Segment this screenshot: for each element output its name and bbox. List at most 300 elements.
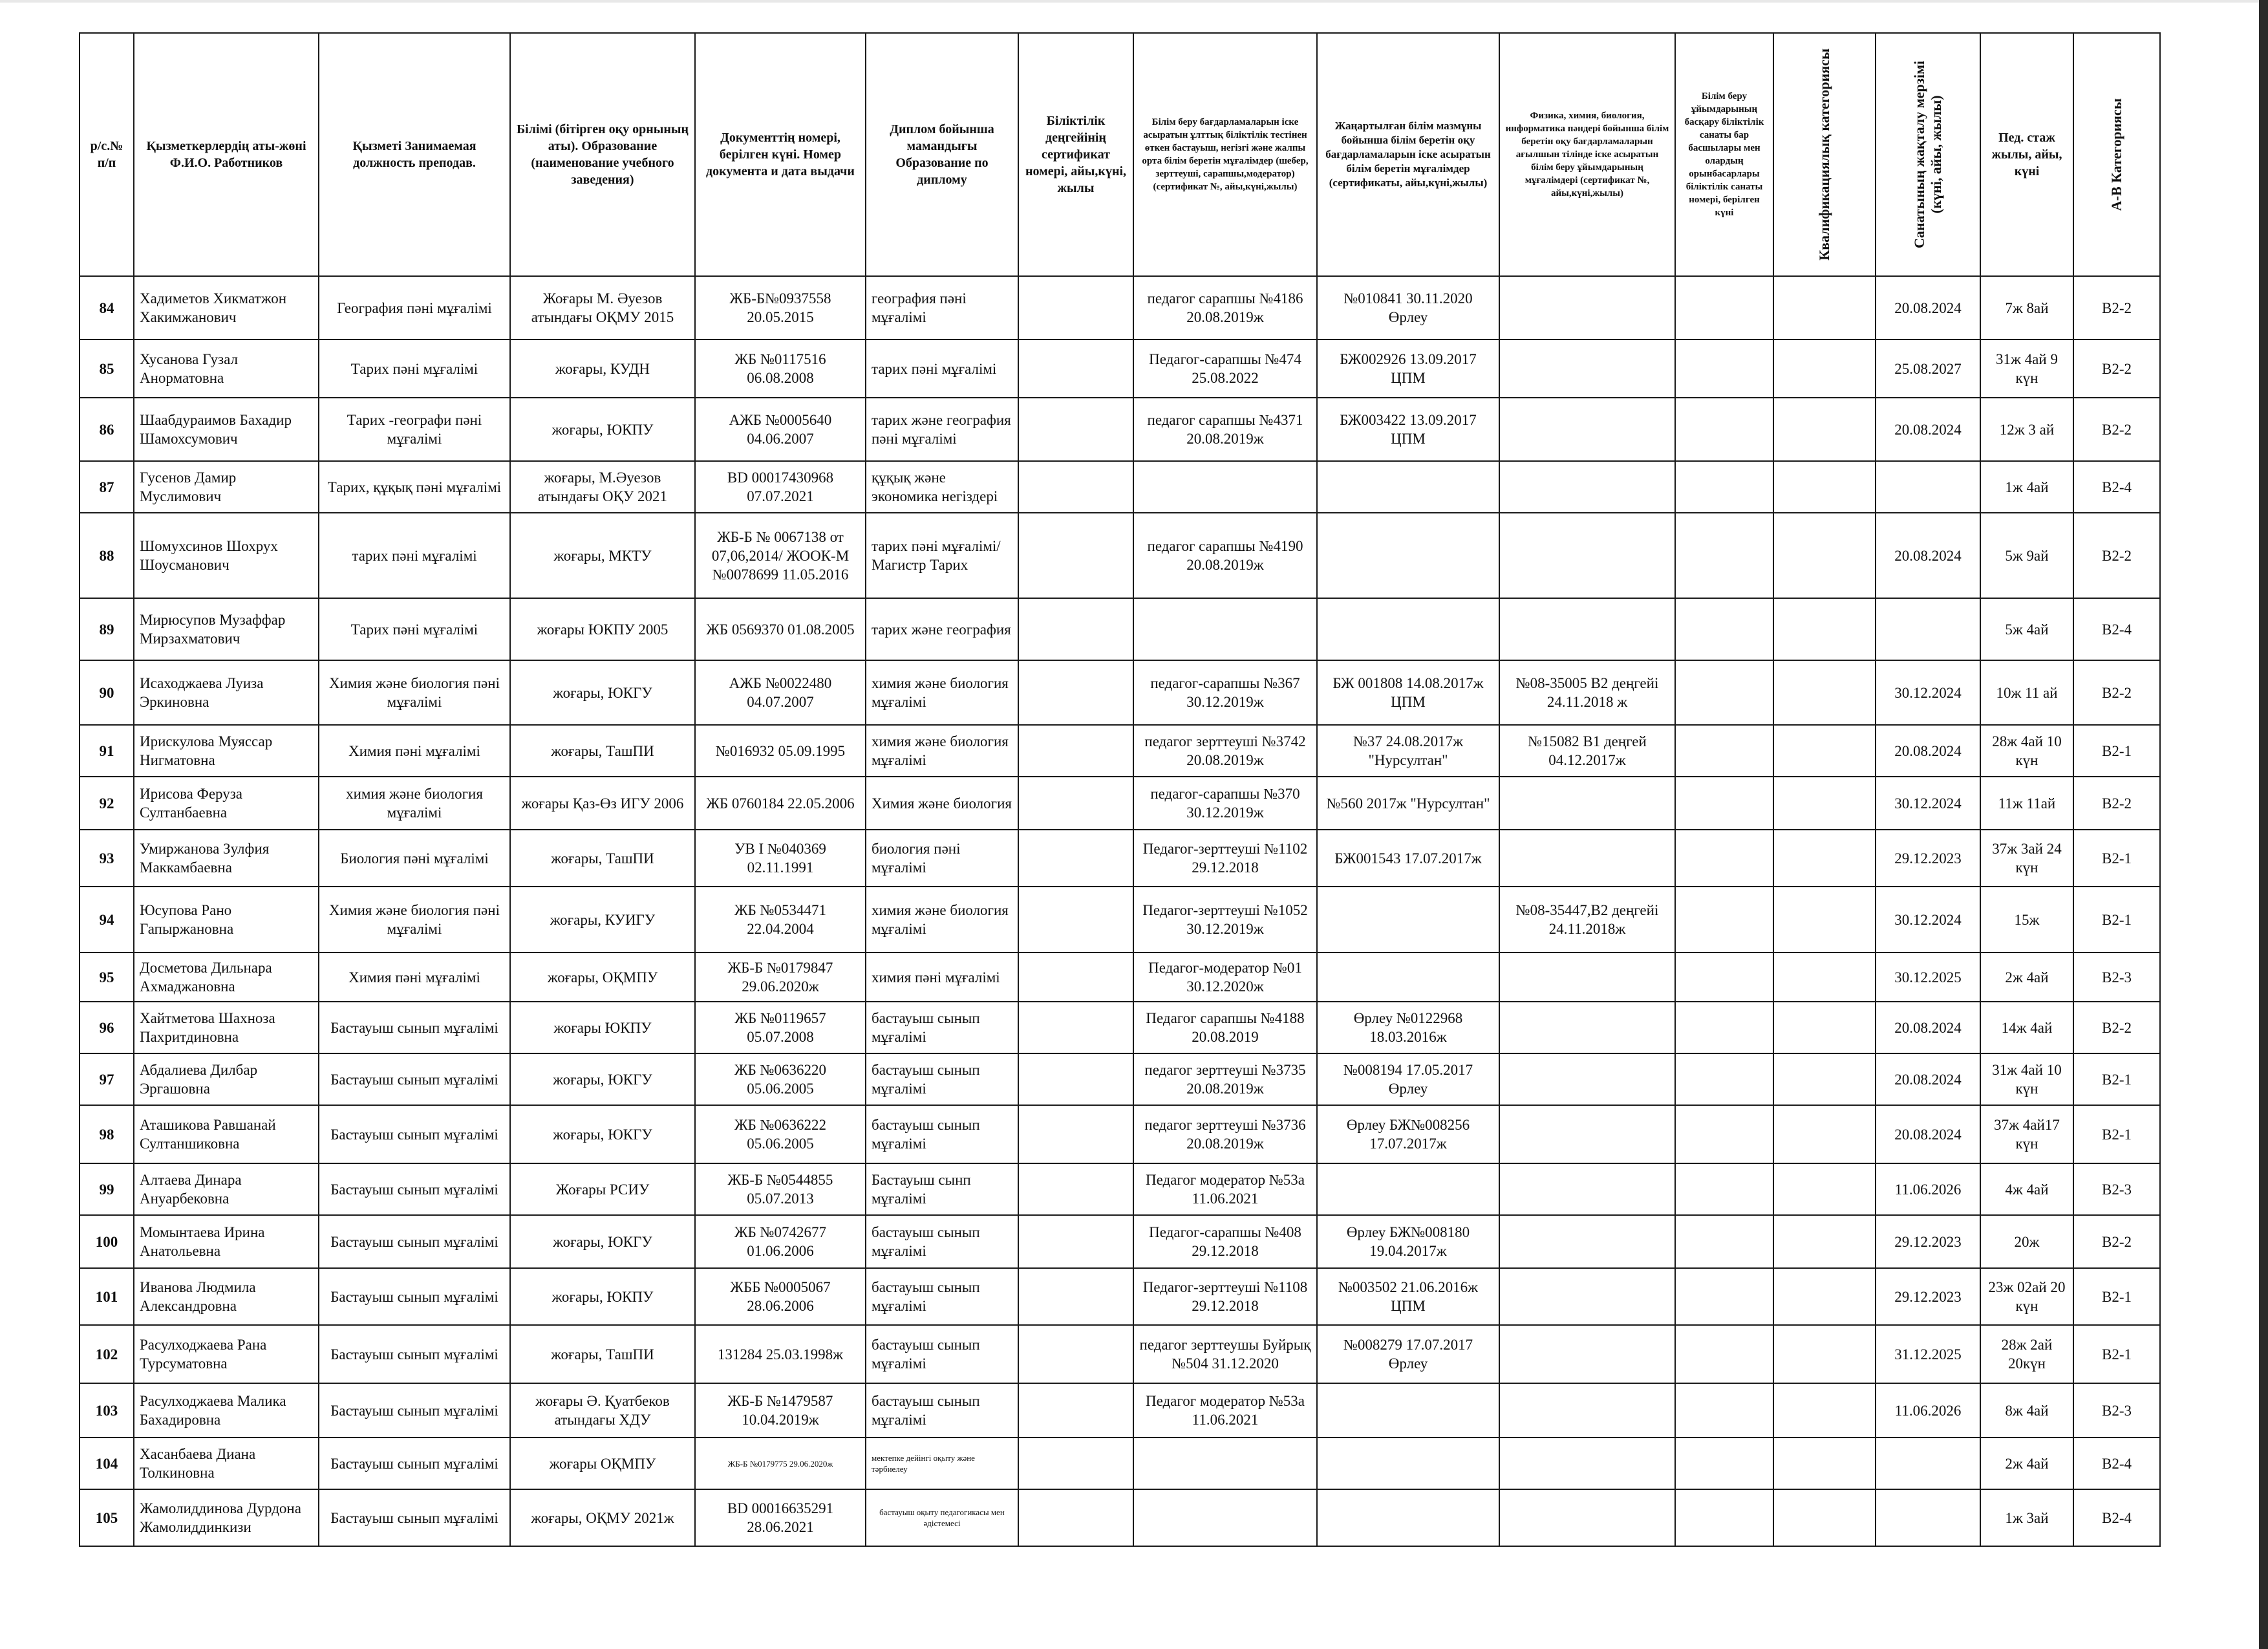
- cell-category: В2-1: [2073, 1268, 2160, 1325]
- cell-leader-category: [1675, 1325, 1773, 1383]
- cell-updated-content-cert: [1317, 1163, 1499, 1215]
- cell-category: В2-4: [2073, 461, 2160, 513]
- table-row: [80, 1325, 2160, 1383]
- cell-position: химия және биология мұғалімі: [319, 777, 510, 830]
- cell-position: Бастауыш сынып мұғалімі: [319, 1163, 510, 1215]
- cell-employee-name: Мирюсупов Музаффар Мирзахматович: [134, 598, 319, 660]
- cell-updated-content-cert: БЖ 001808 14.08.2017ж ЦПМ: [1317, 660, 1499, 725]
- cell-leader-category: [1675, 339, 1773, 398]
- cell-employee-name: Юсупова Рано Гапыржановна: [134, 887, 319, 953]
- cell-employee-name: Хасанбаева Диана Толкиновна: [134, 1438, 319, 1489]
- cell-position: Бастауыш сынып мұғалімі: [319, 1489, 510, 1546]
- table-row: [80, 339, 2160, 398]
- cell-ped-stage: 4ж 4ай: [1980, 1163, 2073, 1215]
- cell-document-number: ЖБ-Б№0937558 20.05.2015: [695, 276, 866, 339]
- cell-updated-content-cert: №003502 21.06.2016ж ЦПМ: [1317, 1268, 1499, 1325]
- cell-document-number: ЖБ-Б №0179847 29.06.2020ж: [695, 953, 866, 1002]
- cell-english-program-cert: [1499, 1489, 1675, 1546]
- header-certificate: Біліктілік деңгейінің сертификат номері, айы,күні, жылы: [1018, 33, 1133, 276]
- cell-certificate: [1018, 1268, 1133, 1325]
- cell-confirm-term: 11.06.2026: [1876, 1383, 1980, 1438]
- cell-english-program-cert: №08-35447,В2 деңгейі 24.11.2018ж: [1499, 887, 1675, 953]
- cell-row-number: 86: [80, 398, 134, 461]
- cell-education: жоғары, ТашПИ: [510, 1325, 695, 1383]
- cell-confirm-term: 30.12.2025: [1876, 953, 1980, 1002]
- cell-national-test-cert: педагог-сарапшы №370 30.12.2019ж: [1133, 777, 1317, 830]
- cell-position: Бастауыш сынып мұғалімі: [319, 1383, 510, 1438]
- cell-ped-stage: 12ж 3 ай: [1980, 398, 2073, 461]
- cell-updated-content-cert: [1317, 1383, 1499, 1438]
- cell-updated-content-cert: №560 2017ж "Нурсултан": [1317, 777, 1499, 830]
- header-education: Білімі (бітірген оқу орнының аты). Образование (наименование учебного заведения): [510, 33, 695, 276]
- cell-document-number: ЖБ-Б №0179775 29.06.2020ж: [695, 1438, 866, 1489]
- cell-document-number: ЖБ-Б №1479587 10.04.2019ж: [695, 1383, 866, 1438]
- cell-employee-name: Хусанова Гузал Анорматовна: [134, 339, 319, 398]
- table-row: [80, 725, 2160, 777]
- cell-position: Химия пәні мұғалімі: [319, 725, 510, 777]
- cell-qualification: [1773, 1268, 1876, 1325]
- cell-ped-stage: 31ж 4ай 10 күн: [1980, 1053, 2073, 1105]
- cell-leader-category: [1675, 1053, 1773, 1105]
- cell-leader-category: [1675, 1215, 1773, 1268]
- cell-document-number: УВ I №040369 02.11.1991: [695, 830, 866, 887]
- cell-education: Жоғары РСИУ: [510, 1163, 695, 1215]
- cell-ped-stage: 7ж 8ай: [1980, 276, 2073, 339]
- cell-document-number: №016932 05.09.1995: [695, 725, 866, 777]
- cell-english-program-cert: [1499, 830, 1675, 887]
- cell-ped-stage: 23ж 02ай 20 күн: [1980, 1268, 2073, 1325]
- cell-row-number: 85: [80, 339, 134, 398]
- header-qualification: [1773, 33, 1876, 276]
- cell-document-number: ЖБ-Б №0544855 05.07.2013: [695, 1163, 866, 1215]
- cell-education: жоғары, МКТУ: [510, 513, 695, 598]
- cell-national-test-cert: Педагог-зерттеуші №1102 29.12.2018: [1133, 830, 1317, 887]
- cell-position: Тарих, құқық пәні мұғалімі: [319, 461, 510, 513]
- cell-english-program-cert: [1499, 1053, 1675, 1105]
- cell-diploma-specialty: бастауыш сынып мұғалімі: [866, 1383, 1018, 1438]
- table-row: [80, 1163, 2160, 1215]
- cell-confirm-term: 30.12.2024: [1876, 660, 1980, 725]
- cell-employee-name: Хайтметова Шахноза Пахритдиновна: [134, 1002, 319, 1053]
- cell-document-number: ЖБ №0636222 05.06.2005: [695, 1105, 866, 1163]
- cell-position: Биология пәні мұғалімі: [319, 830, 510, 887]
- cell-qualification: [1773, 953, 1876, 1002]
- table-row: [80, 461, 2160, 513]
- cell-english-program-cert: [1499, 777, 1675, 830]
- cell-ped-stage: 5ж 4ай: [1980, 598, 2073, 660]
- header-updated-content: Жаңартылған білім мазмұны бойынша білім беретін оқу бағдарламаларын іске асыратын білім беретін мұғалімдер (сертификаты, айы,күні,жылы): [1317, 33, 1499, 276]
- cell-leader-category: [1675, 1268, 1773, 1325]
- cell-document-number: ЖБ №0742677 01.06.2006: [695, 1215, 866, 1268]
- cell-leader-category: [1675, 953, 1773, 1002]
- cell-ped-stage: 10ж 11 ай: [1980, 660, 2073, 725]
- cell-diploma-specialty: тарих және география: [866, 598, 1018, 660]
- cell-diploma-specialty: бастауыш сынып мұғалімі: [866, 1002, 1018, 1053]
- cell-national-test-cert: педагог сарапшы №4186 20.08.2019ж: [1133, 276, 1317, 339]
- cell-education: жоғары Қаз-Өз ИГУ 2006: [510, 777, 695, 830]
- table-row: [80, 777, 2160, 830]
- cell-education: жоғары, ЮКГУ: [510, 1215, 695, 1268]
- cell-ped-stage: 20ж: [1980, 1215, 2073, 1268]
- cell-document-number: ЖБ №0119657 05.07.2008: [695, 1002, 866, 1053]
- cell-confirm-term: 20.08.2024: [1876, 1053, 1980, 1105]
- cell-position: Бастауыш сынып мұғалімі: [319, 1215, 510, 1268]
- cell-document-number: BD 00017430968 07.07.2021: [695, 461, 866, 513]
- scan-top-edge: [0, 0, 2268, 3]
- cell-employee-name: Аташикова Равшанай Султаншиковна: [134, 1105, 319, 1163]
- cell-row-number: 103: [80, 1383, 134, 1438]
- cell-ped-stage: 37ж 3ай 24 күн: [1980, 830, 2073, 887]
- cell-confirm-term: 29.12.2023: [1876, 830, 1980, 887]
- cell-national-test-cert: педагог зерттеуші №3742 20.08.2019ж: [1133, 725, 1317, 777]
- cell-confirm-term: 20.08.2024: [1876, 398, 1980, 461]
- cell-qualification: [1773, 461, 1876, 513]
- cell-english-program-cert: [1499, 1105, 1675, 1163]
- cell-diploma-specialty: тарих және география пәні мұғалімі: [866, 398, 1018, 461]
- cell-confirm-term: 11.06.2026: [1876, 1163, 1980, 1215]
- cell-document-number: АЖБ №0022480 04.07.2007: [695, 660, 866, 725]
- cell-ped-stage: 31ж 4ай 9 күн: [1980, 339, 2073, 398]
- cell-national-test-cert: [1133, 1489, 1317, 1546]
- cell-row-number: 102: [80, 1325, 134, 1383]
- cell-certificate: [1018, 887, 1133, 953]
- cell-leader-category: [1675, 660, 1773, 725]
- cell-english-program-cert: [1499, 1438, 1675, 1489]
- cell-national-test-cert: Педагог модератор №53а 11.06.2021: [1133, 1383, 1317, 1438]
- cell-diploma-specialty: құқық және экономика негіздері: [866, 461, 1018, 513]
- cell-category: В2-1: [2073, 830, 2160, 887]
- cell-ped-stage: 28ж 4ай 10 күн: [1980, 725, 2073, 777]
- cell-english-program-cert: [1499, 1268, 1675, 1325]
- cell-document-number: ЖБ 0569370 01.08.2005: [695, 598, 866, 660]
- cell-leader-category: [1675, 461, 1773, 513]
- cell-leader-category: [1675, 276, 1773, 339]
- cell-confirm-term: 30.12.2024: [1876, 777, 1980, 830]
- cell-position: Химия және биология пәні мұғалімі: [319, 887, 510, 953]
- cell-certificate: [1018, 725, 1133, 777]
- cell-diploma-specialty: бастауыш сынып мұғалімі: [866, 1053, 1018, 1105]
- cell-row-number: 91: [80, 725, 134, 777]
- cell-position: Тарих -географи пәні мұғалімі: [319, 398, 510, 461]
- cell-certificate: [1018, 1215, 1133, 1268]
- cell-confirm-term: 20.08.2024: [1876, 276, 1980, 339]
- cell-employee-name: Расулходжаева Рана Турсуматовна: [134, 1325, 319, 1383]
- cell-education: жоғары, КУДН: [510, 339, 695, 398]
- cell-category: В2-2: [2073, 1215, 2160, 1268]
- cell-diploma-specialty: Химия және биология: [866, 777, 1018, 830]
- cell-education: Жоғары М. Әуезов атындағы ОҚМУ 2015: [510, 276, 695, 339]
- cell-ped-stage: 2ж 4ай: [1980, 953, 2073, 1002]
- table-row: [80, 1215, 2160, 1268]
- cell-confirm-term: [1876, 1489, 1980, 1546]
- cell-category: В2-2: [2073, 1002, 2160, 1053]
- cell-updated-content-cert: БЖ003422 13.09.2017 ЦПМ: [1317, 398, 1499, 461]
- cell-position: Бастауыш сынып мұғалімі: [319, 1325, 510, 1383]
- cell-category: В2-2: [2073, 339, 2160, 398]
- cell-category: В2-1: [2073, 1325, 2160, 1383]
- cell-qualification: [1773, 1438, 1876, 1489]
- cell-row-number: 92: [80, 777, 134, 830]
- cell-leader-category: [1675, 513, 1773, 598]
- header-qualification-text: Квалификациялық категориясы: [1816, 48, 1832, 261]
- cell-national-test-cert: педагог зерттеуші №3736 20.08.2019ж: [1133, 1105, 1317, 1163]
- cell-education: жоғары, ОҚМУ 2021ж: [510, 1489, 695, 1546]
- cell-ped-stage: 28ж 2ай 20күн: [1980, 1325, 2073, 1383]
- cell-row-number: 98: [80, 1105, 134, 1163]
- cell-leader-category: [1675, 777, 1773, 830]
- cell-qualification: [1773, 598, 1876, 660]
- cell-national-test-cert: Педагог-сарапшы №474 25.08.2022: [1133, 339, 1317, 398]
- cell-national-test-cert: педагог сарапшы №4371 20.08.2019ж: [1133, 398, 1317, 461]
- cell-english-program-cert: [1499, 1383, 1675, 1438]
- cell-document-number: ЖБ №0117516 06.08.2008: [695, 339, 866, 398]
- cell-updated-content-cert: [1317, 887, 1499, 953]
- cell-education: жоғары, ТашПИ: [510, 830, 695, 887]
- cell-document-number: ЖББ №0005067 28.06.2006: [695, 1268, 866, 1325]
- cell-english-program-cert: [1499, 598, 1675, 660]
- cell-confirm-term: 20.08.2024: [1876, 725, 1980, 777]
- cell-position: Бастауыш сынып мұғалімі: [319, 1105, 510, 1163]
- cell-diploma-specialty: тарих пәні мұғалімі: [866, 339, 1018, 398]
- cell-qualification: [1773, 1215, 1876, 1268]
- cell-employee-name: Досметова Дильнара Ахмаджановна: [134, 953, 319, 1002]
- cell-national-test-cert: Педагог сарапшы №4188 20.08.2019: [1133, 1002, 1317, 1053]
- cell-qualification: [1773, 830, 1876, 887]
- cell-row-number: 96: [80, 1002, 134, 1053]
- cell-english-program-cert: [1499, 276, 1675, 339]
- cell-national-test-cert: педагог зерттеушы Буйрық №504 31.12.2020: [1133, 1325, 1317, 1383]
- cell-diploma-specialty: бастауыш сынып мұғалімі: [866, 1268, 1018, 1325]
- table-row: [80, 1002, 2160, 1053]
- cell-national-test-cert: Педагог-зерттеуші №1052 30.12.2019ж: [1133, 887, 1317, 953]
- cell-qualification: [1773, 777, 1876, 830]
- cell-updated-content-cert: БЖ002926 13.09.2017 ЦПМ: [1317, 339, 1499, 398]
- cell-certificate: [1018, 660, 1133, 725]
- cell-confirm-term: [1876, 461, 1980, 513]
- cell-ped-stage: 5ж 9ай: [1980, 513, 2073, 598]
- table-row: [80, 1438, 2160, 1489]
- cell-education: жоғары, М.Әуезов атындағы ОҚУ 2021: [510, 461, 695, 513]
- cell-confirm-term: 29.12.2023: [1876, 1215, 1980, 1268]
- cell-leader-category: [1675, 398, 1773, 461]
- cell-diploma-specialty: химия және биология мұғалімі: [866, 725, 1018, 777]
- cell-document-number: ЖБ №0534471 22.04.2004: [695, 887, 866, 953]
- cell-english-program-cert: [1499, 1002, 1675, 1053]
- cell-updated-content-cert: Өрлеу БЖ№008256 17.07.2017ж: [1317, 1105, 1499, 1163]
- staff-table: [79, 32, 2161, 1547]
- table-row: [80, 660, 2160, 725]
- cell-qualification: [1773, 339, 1876, 398]
- cell-qualification: [1773, 887, 1876, 953]
- cell-category: В2-2: [2073, 777, 2160, 830]
- cell-employee-name: Расулходжаева Малика Бахадировна: [134, 1383, 319, 1438]
- cell-qualification: [1773, 1383, 1876, 1438]
- cell-row-number: 104: [80, 1438, 134, 1489]
- cell-position: География пәні мұғалімі: [319, 276, 510, 339]
- cell-confirm-term: 30.12.2024: [1876, 887, 1980, 953]
- cell-education: жоғары, ЮКГУ: [510, 1053, 695, 1105]
- cell-row-number: 95: [80, 953, 134, 1002]
- cell-english-program-cert: [1499, 1215, 1675, 1268]
- cell-ped-stage: 1ж 3ай: [1980, 1489, 2073, 1546]
- cell-ped-stage: 15ж: [1980, 887, 2073, 953]
- cell-diploma-specialty: химия және биология мұғалімі: [866, 887, 1018, 953]
- cell-education: жоғары ЮКПУ 2005: [510, 598, 695, 660]
- cell-ped-stage: 14ж 4ай: [1980, 1002, 2073, 1053]
- cell-certificate: [1018, 398, 1133, 461]
- cell-document-number: ЖБ №0636220 05.06.2005: [695, 1053, 866, 1105]
- cell-national-test-cert: [1133, 1438, 1317, 1489]
- cell-confirm-term: 20.08.2024: [1876, 1002, 1980, 1053]
- cell-employee-name: Абдалиева Дилбар Эргашовна: [134, 1053, 319, 1105]
- cell-certificate: [1018, 830, 1133, 887]
- cell-national-test-cert: педагог сарапшы №4190 20.08.2019ж: [1133, 513, 1317, 598]
- cell-employee-name: Гусенов Дамир Муслимович: [134, 461, 319, 513]
- cell-leader-category: [1675, 887, 1773, 953]
- header-science-english: Физика, химия, биология, информатика пәндері бойынша білім беретін оқу бағдарламаларын ағылшын тілінде іске асыратын білім беру ұйымдарының мұғалімдері (сертификат №, айы,күні,жылы): [1499, 33, 1675, 276]
- cell-national-test-cert: Педагог-сарапшы №408 29.12.2018: [1133, 1215, 1317, 1268]
- cell-position: Химия пәні мұғалімі: [319, 953, 510, 1002]
- cell-row-number: 89: [80, 598, 134, 660]
- cell-english-program-cert: [1499, 398, 1675, 461]
- cell-education: жоғары ОҚМПУ: [510, 1438, 695, 1489]
- cell-category: В2-1: [2073, 1105, 2160, 1163]
- cell-education: жоғары, ЮКГУ: [510, 660, 695, 725]
- table-row: [80, 1383, 2160, 1438]
- cell-ped-stage: 11ж 11ай: [1980, 777, 2073, 830]
- header-num: р/с.№ п/п: [80, 33, 134, 276]
- cell-document-number: 131284 25.03.1998ж: [695, 1325, 866, 1383]
- cell-ped-stage: 8ж 4ай: [1980, 1383, 2073, 1438]
- cell-education: жоғары ЮКПУ: [510, 1002, 695, 1053]
- cell-ped-stage: 37ж 4ай17 күн: [1980, 1105, 2073, 1163]
- cell-qualification: [1773, 725, 1876, 777]
- cell-english-program-cert: [1499, 1163, 1675, 1215]
- cell-diploma-specialty: бастауыш сынып мұғалімі: [866, 1105, 1018, 1163]
- table-row: [80, 887, 2160, 953]
- cell-category: В2-2: [2073, 398, 2160, 461]
- cell-employee-name: Шомухсинов Шохрух Шоусманович: [134, 513, 319, 598]
- cell-certificate: [1018, 461, 1133, 513]
- cell-diploma-specialty: биология пәні мұғалімі: [866, 830, 1018, 887]
- cell-diploma-specialty: география пәні мұғалімі: [866, 276, 1018, 339]
- header-ped-stage: Пед. стаж жылы, айы, күні: [1980, 33, 2073, 276]
- cell-updated-content-cert: №008279 17.07.2017 Өрлеу: [1317, 1325, 1499, 1383]
- header-position: Қызметі Занимаемая должность преподав.: [319, 33, 510, 276]
- cell-employee-name: Хадиметов Хикматжон Хакимжанович: [134, 276, 319, 339]
- cell-row-number: 100: [80, 1215, 134, 1268]
- table-row: [80, 1268, 2160, 1325]
- cell-category: В2-3: [2073, 1163, 2160, 1215]
- cell-confirm-term: 25.08.2027: [1876, 339, 1980, 398]
- cell-education: жоғары Ә. Қуатбеков атындағы ХДУ: [510, 1383, 695, 1438]
- cell-updated-content-cert: БЖ001543 17.07.2017ж: [1317, 830, 1499, 887]
- cell-category: В2-3: [2073, 953, 2160, 1002]
- cell-employee-name: Жамолиддинова Дурдона Жамолиддинкизи: [134, 1489, 319, 1546]
- cell-row-number: 87: [80, 461, 134, 513]
- cell-category: В2-1: [2073, 725, 2160, 777]
- cell-leader-category: [1675, 1105, 1773, 1163]
- cell-employee-name: Ирисова Феруза Султанбаевна: [134, 777, 319, 830]
- cell-qualification: [1773, 276, 1876, 339]
- cell-leader-category: [1675, 725, 1773, 777]
- cell-category: В2-4: [2073, 598, 2160, 660]
- cell-certificate: [1018, 1383, 1133, 1438]
- cell-education: жоғары, ЮКГУ: [510, 1105, 695, 1163]
- cell-category: В2-1: [2073, 887, 2160, 953]
- table-row: [80, 513, 2160, 598]
- cell-employee-name: Ирискулова Муяссар Нигматовна: [134, 725, 319, 777]
- cell-diploma-specialty: химия пәні мұғалімі: [866, 953, 1018, 1002]
- cell-confirm-term: 31.12.2025: [1876, 1325, 1980, 1383]
- cell-row-number: 94: [80, 887, 134, 953]
- cell-certificate: [1018, 1053, 1133, 1105]
- cell-qualification: [1773, 660, 1876, 725]
- table-row: [80, 598, 2160, 660]
- cell-qualification: [1773, 1105, 1876, 1163]
- cell-national-test-cert: [1133, 461, 1317, 513]
- cell-category: В2-2: [2073, 660, 2160, 725]
- header-national-test: Білім беру бағдарламаларын іске асыратын ұлттық біліктілік тестінен өткен бастауыш, негізгі және жалпы орта білім беретін мұғалімдер (шебер, зерттеуші, сарапшы,модератор)(сертификат №, айы,күні,жылы): [1133, 33, 1317, 276]
- cell-diploma-specialty: мектепке дейінгі оқыту және тәрбиелеу: [866, 1438, 1018, 1489]
- cell-certificate: [1018, 598, 1133, 660]
- cell-updated-content-cert: №37 24.08.2017ж "Нурсултан": [1317, 725, 1499, 777]
- header-diploma: Диплом бойынша мамандығы Образование по диплому: [866, 33, 1018, 276]
- cell-certificate: [1018, 1325, 1133, 1383]
- cell-diploma-specialty: бастауыш сынып мұғалімі: [866, 1325, 1018, 1383]
- header-row: [80, 33, 2160, 276]
- cell-ped-stage: 1ж 4ай: [1980, 461, 2073, 513]
- cell-education: жоғары, ТашПИ: [510, 725, 695, 777]
- cell-confirm-term: [1876, 1438, 1980, 1489]
- cell-updated-content-cert: [1317, 1438, 1499, 1489]
- cell-position: Тарих пәні мұғалімі: [319, 339, 510, 398]
- cell-document-number: ЖБ-Б № 0067138 от 07,06,2014/ ЖООК-М №0078699 11.05.2016: [695, 513, 866, 598]
- cell-employee-name: Умиржанова Зулфия Маккамбаевна: [134, 830, 319, 887]
- cell-category: В2-4: [2073, 1489, 2160, 1546]
- table-row: [80, 953, 2160, 1002]
- scan-right-edge: [2259, 0, 2268, 1649]
- cell-leader-category: [1675, 1002, 1773, 1053]
- cell-document-number: АЖБ №0005640 04.06.2007: [695, 398, 866, 461]
- table-row: [80, 1105, 2160, 1163]
- cell-category: В2-4: [2073, 1438, 2160, 1489]
- cell-row-number: 93: [80, 830, 134, 887]
- cell-certificate: [1018, 953, 1133, 1002]
- cell-certificate: [1018, 339, 1133, 398]
- cell-updated-content-cert: Өрлеу БЖ№008180 19.04.2017ж: [1317, 1215, 1499, 1268]
- cell-employee-name: Иванова Людмила Александровна: [134, 1268, 319, 1325]
- cell-updated-content-cert: [1317, 953, 1499, 1002]
- cell-leader-category: [1675, 830, 1773, 887]
- cell-ped-stage: 2ж 4ай: [1980, 1438, 2073, 1489]
- cell-leader-category: [1675, 1438, 1773, 1489]
- header-document: Документтің номері, берілген күні. Номер документа и дата выдачи: [695, 33, 866, 276]
- cell-qualification: [1773, 1325, 1876, 1383]
- table-row: [80, 830, 2160, 887]
- cell-updated-content-cert: Өрлеу №0122968 18.03.2016ж: [1317, 1002, 1499, 1053]
- cell-english-program-cert: №08-35005 В2 деңгейі 24.11.2018 ж: [1499, 660, 1675, 725]
- cell-qualification: [1773, 1002, 1876, 1053]
- cell-category: В2-2: [2073, 513, 2160, 598]
- cell-certificate: [1018, 1105, 1133, 1163]
- cell-english-program-cert: [1499, 1325, 1675, 1383]
- cell-employee-name: Момынтаева Ирина Анатольевна: [134, 1215, 319, 1268]
- cell-leader-category: [1675, 1383, 1773, 1438]
- cell-english-program-cert: №15082 В1 деңгей 04.12.2017ж: [1499, 725, 1675, 777]
- cell-row-number: 105: [80, 1489, 134, 1546]
- cell-national-test-cert: педагог-сарапшы №367 30.12.2019ж: [1133, 660, 1317, 725]
